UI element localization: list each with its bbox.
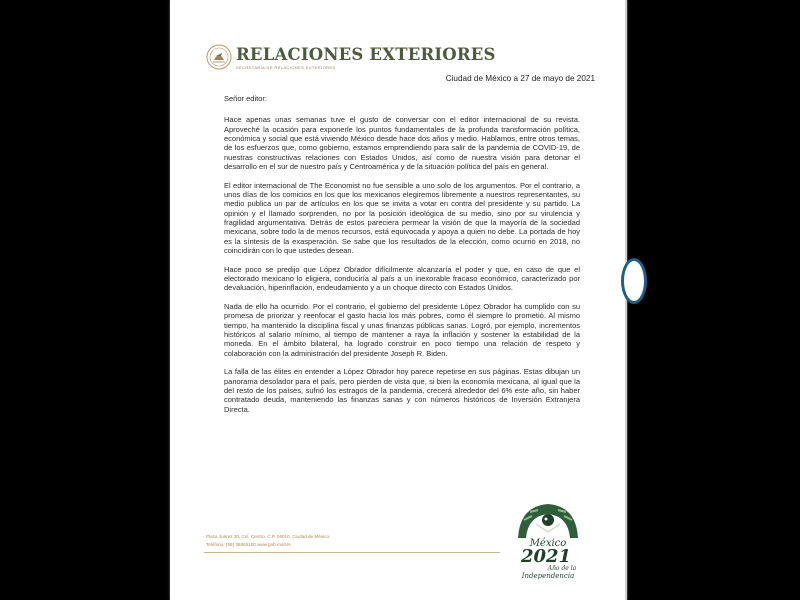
salutation: Señor editor:	[224, 94, 267, 103]
paragraph-2: El editor internacional de The Economist no fue sensible a uno solo de los argumentos. Por el contrario, a unos días de los comicios en los que los mexicanos elegiremos libremente a nuestros representantes, su medio publica un par de artículos en los que se invita a votar en contra del presidente y su partido. La opinión y el llamado sorprenden, no por la posición ideológica de su medio, sino por su virulencia y fragilidad argumentativa. Detrás de estos pareciera permear la visión de que la mayoría de la sociedad mexicana, sobre todo la de menos recursos, está equivocada y apoya a quien no debe. La portada de hoy es la síntesis de la exasperación. Se sabe que los resultados de la elección, como ocurrió en 2018, no coincidirán con lo que ustedes desean.	[224, 180, 580, 256]
logo-line-1: México	[529, 538, 567, 549]
date-line: Ciudad de México a 27 de mayo de 2021	[445, 74, 595, 83]
coat-of-arms-icon	[206, 44, 232, 70]
ministry-name: RELACIONES EXTERIORES	[236, 45, 496, 64]
paragraph-1: Hace apenas unas semanas tuve el gusto de conversar con el editor internacional de su revista. Aproveché la ocasión para exponerle los puntos fundamentales de la profunda transformación política, económica y social que está viviendo México desde hace dos años y medio. Hablamos, entre otros temas, de los esfuerzos que, como gobierno, estamos emprendiendo para salir de la pandemia de COVID-19, de nuestras constructivas relaciones con Estados Unidos, así como de nuestra visión para detonar el desarrollo en el sur de nuestro país y Centroamérica y de la situación política del país en general.	[224, 115, 580, 172]
letter-page	[170, 0, 627, 600]
paragraph-3: Hace poco se predijo que López Obrador difícilmente alcanzaría el poder y que, en caso de que el electorado mexicano lo eligiera, conduciría al país a un inexorable fracaso económico, caracterizado por devaluación, hiperinflación, endeudamiento y a un choque directo con Estados Unidos.	[224, 264, 580, 293]
paragraph-4: Nada de ello ha ocurrido. Por el contrario, el gobierno del presidente López Obrador ha cumplido con su promesa de priorizar y reenfocar el gasto hacia los más pobres, como él siempre lo prometió. Al mismo tiempo, ha mantenido la disciplina fiscal y unas finanzas públicas sanas. Logró, por ejemplo, incrementos históricos al salario mínimo, al tiempo de mantener a raya la inflación y sostener la estabilidad de la moneda. En el ámbito bilateral, ha logrado construir en poco tiempo una relación de respeto y colaboración con la administración del presidente Joseph R. Biden.	[224, 302, 580, 358]
footer-phone: Teléfono: (55) 36865100 www.gob.mx/sre	[206, 542, 291, 547]
scroll-handle[interactable]	[621, 258, 647, 304]
footer-address: Plaza Juárez 20, Col. Centro, C.P. 06010, Ciudad de México.	[206, 534, 331, 539]
ministry-subline: SECRETARÍA DE RELACIONES EXTERIORES	[236, 65, 336, 70]
logo-line-4: Independencia	[521, 572, 575, 580]
logo-line-3: Año de la	[547, 565, 577, 572]
footer-divider	[204, 552, 500, 553]
paragraph-5: La falla de las élites en entender a López Obrador hoy parece repetirse en sus páginas. Estas dibujan un panorama desolador para el país, pero pierden de vista que, si bien la economía mexicana, al igual que la del resto de los países, sufrió los estragos de la pandemia, crecerá alrededor del 6% este año, sin haber contratado deuda, manteniendo las finanzas sanas y con números históricos de Inversión Extranjera Directa.	[224, 367, 580, 414]
letter-body	[224, 94, 580, 423]
logo-line-2: 2021	[520, 546, 572, 567]
dark-background-pane	[628, 0, 800, 600]
letter-footer	[206, 533, 330, 549]
mexico-2021-logo-icon	[510, 498, 586, 586]
